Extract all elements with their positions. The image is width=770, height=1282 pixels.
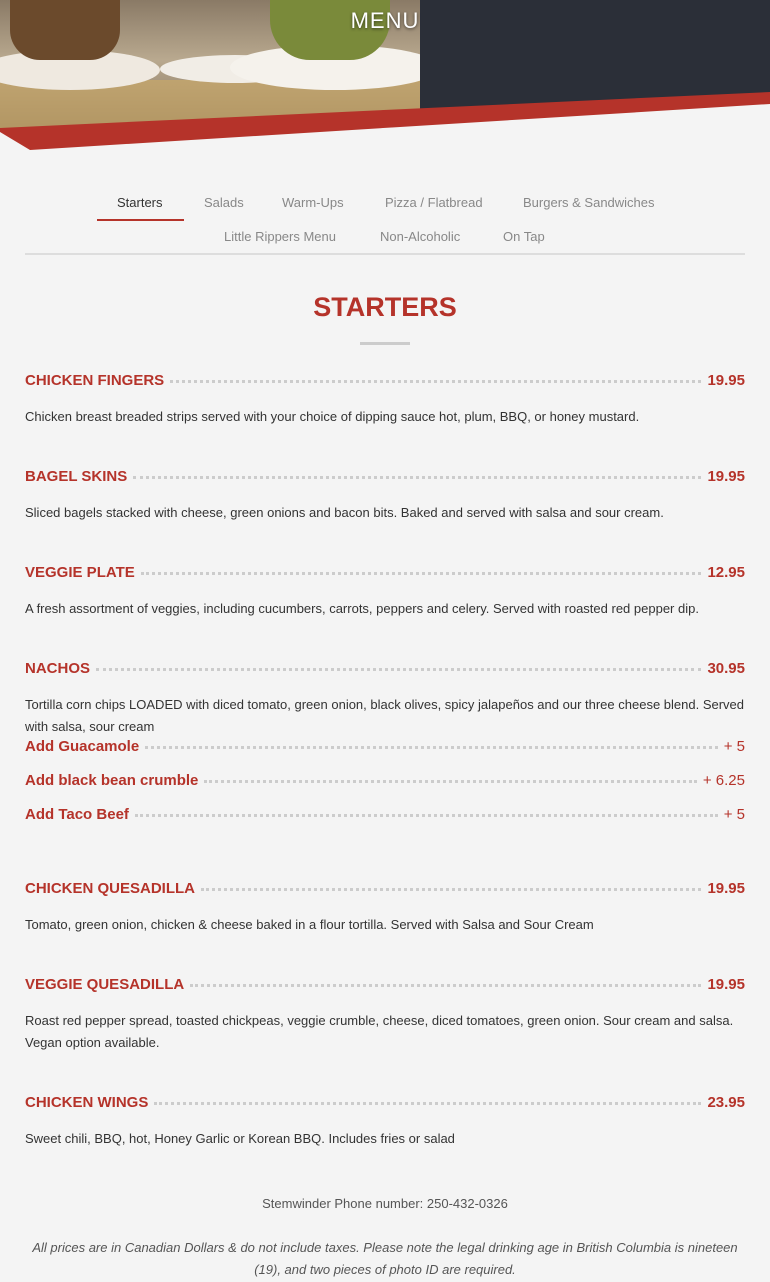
menu-item — [25, 564, 745, 620]
section-title: STARTERS — [313, 292, 457, 322]
dotted-leader — [135, 814, 718, 817]
item-description: Sweet chili, BBQ, hot, Honey Garlic or Korean BBQ. Includes fries or salad — [25, 1131, 455, 1146]
tab-burgers-sandwiches[interactable]: Burgers & Sandwiches — [523, 195, 655, 210]
item-name: BAGEL SKINS — [25, 468, 128, 485]
dotted-leader — [133, 476, 701, 479]
item-description: Sliced bagels stacked with cheese, green onions and bacon bits. Baked and served with salsa and sour cream. — [25, 505, 664, 520]
addon-name: Add Guacamole — [25, 738, 140, 755]
dotted-leader — [170, 380, 701, 383]
tab-pizza-flatbread[interactable]: Pizza / Flatbread — [385, 195, 483, 210]
item-price: 19.95 — [707, 880, 745, 897]
dotted-leader — [154, 1102, 701, 1105]
item-price: 23.95 — [707, 1094, 745, 1111]
item-description: Tortilla corn chips LOADED with diced tomato, green onion, black olives, spicy jalapeños and our three cheese blend. Served with salsa, sour cream — [25, 697, 745, 734]
category-tabs — [25, 186, 745, 255]
menu-item — [25, 372, 745, 428]
tab-warm-ups[interactable]: Warm-Ups — [282, 195, 344, 210]
menu-item — [25, 976, 745, 1054]
dotted-leader — [190, 984, 701, 987]
tab-on-tap[interactable]: On Tap — [503, 229, 545, 244]
pricing-note: All prices are in Canadian Dollars & do not include taxes. Please note the legal drinking age in British Columbia is nineteen (19), and two pieces of photo ID are required. — [32, 1240, 738, 1277]
item-description: A fresh assortment of veggies, including cucumbers, carrots, peppers and celery. Served with roasted red pepper dip. — [25, 601, 699, 616]
section-divider — [360, 342, 410, 345]
item-name: CHICKEN WINGS — [25, 1094, 149, 1111]
addon-price: + 6.25 — [702, 772, 745, 789]
dotted-leader — [204, 780, 696, 783]
item-name: CHICKEN QUESADILLA — [25, 880, 196, 897]
addon-item — [25, 738, 745, 760]
item-name: NACHOS — [25, 660, 91, 677]
addon-name: Add Taco Beef — [25, 806, 129, 823]
item-name: VEGGIE PLATE — [25, 564, 135, 581]
dotted-leader — [201, 888, 701, 891]
item-name: CHICKEN FINGERS — [25, 372, 165, 389]
active-tab-indicator — [97, 219, 184, 221]
menu-item — [25, 1094, 745, 1150]
tab-starters[interactable]: Starters — [117, 195, 163, 210]
phone-number: Stemwinder Phone number: 250-432-0326 — [262, 1196, 508, 1211]
addon-price: + 5 — [723, 806, 745, 823]
item-description: Roast red pepper spread, toasted chickpeas, veggie crumble, cheese, diced tomatoes, green onion. Sour cream and salsa. Vegan option available. — [25, 1013, 734, 1050]
item-price: 19.95 — [707, 372, 745, 389]
item-price: 19.95 — [707, 976, 745, 993]
addon-name: Add black bean crumble — [25, 772, 199, 789]
tab-non-alcoholic[interactable]: Non-Alcoholic — [380, 229, 461, 244]
hero-banner — [0, 0, 770, 150]
item-price: 12.95 — [707, 564, 745, 581]
menu-title: MENU — [350, 8, 420, 33]
menu-item — [25, 660, 745, 738]
item-price: 19.95 — [707, 468, 745, 485]
menu-item — [25, 468, 745, 524]
item-name: VEGGIE QUESADILLA — [25, 976, 185, 993]
item-price: 30.95 — [707, 660, 745, 677]
dotted-leader — [96, 668, 701, 671]
addon-price: + 5 — [723, 738, 745, 755]
dotted-leader — [141, 572, 702, 575]
addon-item — [25, 806, 745, 828]
item-description: Chicken breast breaded strips served with your choice of dipping sauce hot, plum, BBQ, or honey mustard. — [25, 409, 640, 424]
menu-item — [25, 880, 745, 936]
addon-item — [25, 772, 745, 794]
dotted-leader — [145, 746, 718, 749]
tab-salads[interactable]: Salads — [204, 195, 244, 210]
item-description: Tomato, green onion, chicken & cheese baked in a flour tortilla. Served with Salsa and Sour Cream — [25, 917, 594, 932]
tab-little-rippers-menu[interactable]: Little Rippers Menu — [224, 229, 336, 244]
